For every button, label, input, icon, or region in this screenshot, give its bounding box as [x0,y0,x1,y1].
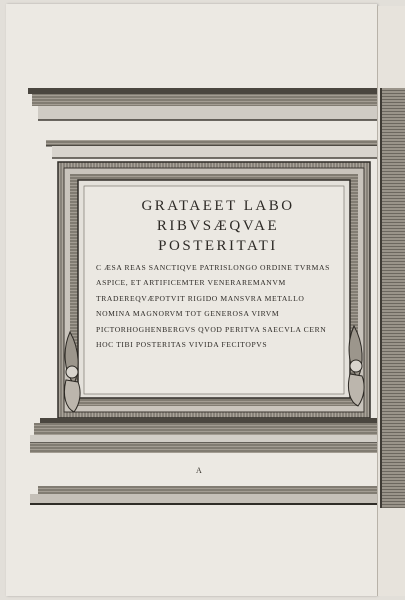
inscription-line-6: HOC TIBI POSTERITAS VIVIDA FECITOPVS [96,340,268,350]
inscription-line-1: C ÆSA REAS SANCTIQVE PATRISLONGO ORDINE TVRMAS [96,263,330,272]
signature-mark: A [196,466,202,475]
inscription-line-4: NOMINA MAGNORVM TOT GENEROSA VIRVM [96,309,280,319]
inscription-line-3: TRADEREQVÆPOTVIT RIGIDO MANSVRA METALLO [96,293,305,303]
inscription-heading-line-1: GRATAEET LABO [141,198,295,214]
top-cornice [28,88,377,158]
inscription-text [96,196,340,352]
inscription-line-5: PICTORHOGHENBERGVS QVOD PERITVA SAECVLA CERN [96,324,327,334]
base-molding [30,418,377,504]
inscription-heading-line-3: POSTERITATI [158,238,278,254]
inscription-line-2: ASPICE, ET ARTIFICEMTER VENERAREMANVM [96,278,286,288]
inscription-heading-line-2: RIBVSÆQVAE [156,218,280,234]
